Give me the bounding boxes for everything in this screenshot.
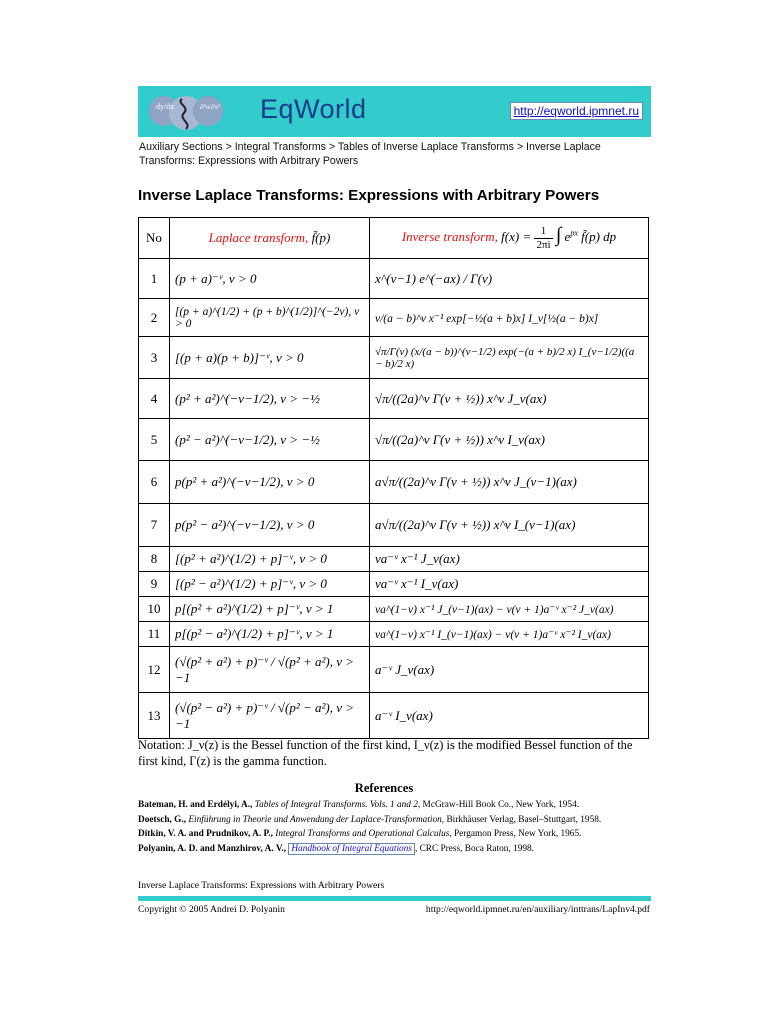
- reference-item: [138, 842, 658, 857]
- row-no: 4: [139, 379, 170, 419]
- row-laplace: [(p² + a²)^(1/2) + p]⁻ᵛ, ν > 0: [170, 547, 370, 572]
- row-inverse: x^(ν−1) e^(−ax) / Γ(ν): [370, 259, 649, 299]
- row-no: 6: [139, 461, 170, 504]
- reference-rest: , Pergamon Press, New York, 1965.: [449, 829, 582, 840]
- reference-authors: Doetsch, G.,: [138, 814, 187, 825]
- header-laplace-fn: f̃(p): [311, 230, 331, 245]
- header-banner: [138, 86, 651, 137]
- row-inverse: √π/((2a)^ν Γ(ν + ½)) x^ν I_ν(ax): [370, 419, 649, 461]
- row-laplace: p(p² − a²)^(−ν−1/2), ν > 0: [170, 504, 370, 547]
- row-no: 10: [139, 597, 170, 622]
- table-row: [139, 504, 649, 547]
- table-row: [139, 622, 649, 647]
- brand-name: EqWorld: [260, 94, 367, 124]
- table-row: [139, 597, 649, 622]
- inverse-integral-prefactor: $\frac{1}{2\pi i}$: [536, 224, 551, 251]
- breadcrumb-separator: >: [225, 141, 232, 153]
- row-no: 1: [139, 259, 170, 299]
- table-row: [139, 547, 649, 572]
- row-laplace: [(p + a)^(1/2) + (p + b)^(1/2)]^(−2ν), ν > 0: [170, 299, 370, 337]
- header-inverse-fn: f(x) =: [501, 229, 532, 245]
- footer-divider: [138, 896, 651, 901]
- transform-table: [138, 217, 649, 739]
- reference-authors: Bateman, H. and Erdélyi, A.,: [138, 800, 253, 810]
- reference-rest: , Birkhäuser Verlag, Basel–Stuttgart, 1958.: [441, 814, 602, 825]
- reference-title: Tables of Integral Transforms. Vols. 1 and 2: [254, 800, 418, 810]
- table-row: [139, 461, 649, 504]
- copyright: Copyright © 2005 Andrei D. Polyanin: [138, 904, 285, 915]
- row-laplace: p(p² + a²)^(−ν−1/2), ν > 0: [170, 461, 370, 504]
- row-inverse: a⁻ᵛ I_ν(ax): [370, 693, 649, 739]
- row-laplace: (p² − a²)^(−ν−1/2), ν > −½: [170, 419, 370, 461]
- row-inverse: √π/Γ(ν) (x/(a − b))^(ν−1/2) exp(−(a + b)/2 x) I_(ν−1/2)((a − b)/2 x): [370, 337, 649, 379]
- breadcrumb-item-current: Inverse Laplace Transforms: Expressions with Arbitrary Powers: [139, 141, 601, 167]
- header-inverse-label: Inverse transform,: [401, 229, 498, 245]
- row-no: 2: [139, 299, 170, 337]
- reference-authors: Ditkin, V. A. and Prudnikov, A. P.,: [138, 829, 273, 840]
- row-inverse: νa^(1−ν) x⁻¹ I_(ν−1)(ax) − ν(ν + 1)a⁻ᵛ x⁻² I_ν(ax): [370, 622, 649, 647]
- row-no: 9: [139, 572, 170, 597]
- row-inverse: a√π/((2a)^ν Γ(ν + ½)) x^ν I_(ν−1)(ax): [370, 504, 649, 547]
- breadcrumb-item-integral-transforms[interactable]: Integral Transforms: [234, 141, 326, 153]
- header-laplace-label: Laplace transform,: [208, 230, 309, 245]
- reference-authors: Polyanin, A. D. and Manzhirov, A. V.,: [138, 843, 287, 854]
- row-laplace: (√(p² + a²) + p)⁻ᵛ / √(p² + a²), ν > −1: [170, 647, 370, 693]
- table-row: [139, 259, 649, 299]
- row-laplace: (p + a)⁻ᵛ, ν > 0: [170, 259, 370, 299]
- table-header-row: [139, 218, 649, 259]
- row-inverse: νa⁻ᵛ x⁻¹ J_ν(ax): [370, 547, 649, 572]
- references-heading: References: [354, 781, 414, 795]
- row-laplace: [(p² − a²)^(1/2) + p]⁻ᵛ, ν > 0: [170, 572, 370, 597]
- header-laplace: [170, 218, 370, 259]
- row-laplace: [(p + a)(p + b)]⁻ᵛ, ν > 0: [170, 337, 370, 379]
- table-row: [139, 572, 649, 597]
- table-row: [139, 419, 649, 461]
- row-no: 11: [139, 622, 170, 647]
- reference-item: [138, 813, 658, 828]
- row-laplace: (p² + a²)^(−ν−1/2), ν > −½: [170, 379, 370, 419]
- logo-formula-left: dy/dx: [156, 102, 175, 111]
- row-inverse: νa^(1−ν) x⁻¹ J_(ν−1)(ax) − ν(ν + 1)a⁻ᵛ x⁻² J_ν(ax): [370, 597, 649, 622]
- reference-rest: , McGraw-Hill Book Co., New York, 1954.: [417, 800, 580, 810]
- table-row: [139, 337, 649, 379]
- row-inverse: νa⁻ᵛ x⁻¹ I_ν(ax): [370, 572, 649, 597]
- references-list: [138, 798, 658, 856]
- site-link[interactable]: http://eqworld.ipmnet.ru: [510, 102, 643, 120]
- reference-title: Einführung in Theorie und Anwendung der Laplace-Transformation: [188, 814, 442, 825]
- breadcrumb-separator: >: [328, 141, 336, 153]
- reference-title: Integral Transforms and Operational Calculus: [275, 829, 450, 840]
- handbook-link[interactable]: Handbook of Integral Equations: [288, 843, 415, 855]
- row-inverse: a√π/((2a)^ν Γ(ν + ½)) x^ν J_(ν−1)(ax): [370, 461, 649, 504]
- breadcrumb: [139, 141, 639, 168]
- row-laplace: p[(p² − a²)^(1/2) + p]⁻ᵛ, ν > 1: [170, 622, 370, 647]
- logo-formula-right: ∂²u/∂x²: [200, 103, 221, 111]
- integral-sign: ∫: [555, 224, 562, 247]
- document-url[interactable]: http://eqworld.ipmnet.ru/en/auxiliary/inttrans/LapInv4.pdf: [425, 904, 650, 915]
- reference-rest: , CRC Press, Boca Raton, 1998.: [414, 843, 534, 854]
- row-laplace: p[(p² + a²)^(1/2) + p]⁻ᵛ, ν > 1: [170, 597, 370, 622]
- notation-text: Notation: J_ν(z) is the Bessel function of the first kind, I_ν(z) is the modified Bessel function of the first kind, Γ(z) is the gamma function.: [138, 738, 633, 768]
- breadcrumb-item-auxiliary[interactable]: Auxiliary Sections: [139, 141, 223, 153]
- table-row: [139, 299, 649, 337]
- reference-item: [138, 827, 658, 842]
- row-no: 7: [139, 504, 170, 547]
- header-inverse: [370, 218, 649, 259]
- table-row: [139, 379, 649, 419]
- row-no: 5: [139, 419, 170, 461]
- page-title: Inverse Laplace Transforms: Expressions with Arbitrary Powers: [138, 187, 600, 204]
- header-no: No: [139, 218, 170, 259]
- row-no: 13: [139, 693, 170, 739]
- table-row: [139, 647, 649, 693]
- footer-page-title: Inverse Laplace Transforms: Expressions with Arbitrary Powers: [138, 880, 385, 891]
- row-inverse: a⁻ᵛ J_ν(ax): [370, 647, 649, 693]
- globe-equations-icon[interactable]: [146, 89, 226, 135]
- breadcrumb-separator: >: [516, 141, 524, 153]
- row-inverse: √π/((2a)^ν Γ(ν + ½)) x^ν J_ν(ax): [370, 379, 649, 419]
- row-no: 3: [139, 337, 170, 379]
- table-row: [139, 693, 649, 739]
- breadcrumb-item-tables[interactable]: Tables of Inverse Laplace Transforms: [337, 141, 514, 153]
- row-laplace: (√(p² − a²) + p)⁻ᵛ / √(p² − a²), ν > −1: [170, 693, 370, 739]
- row-no: 12: [139, 647, 170, 693]
- row-no: 8: [139, 547, 170, 572]
- row-inverse: ν/(a − b)^ν x⁻¹ exp[−½(a + b)x] I_ν[½(a − b)x]: [370, 299, 649, 337]
- reference-item: [138, 798, 658, 813]
- inverse-integrand: $e^{px}$ f̃(p) dp: [564, 228, 617, 245]
